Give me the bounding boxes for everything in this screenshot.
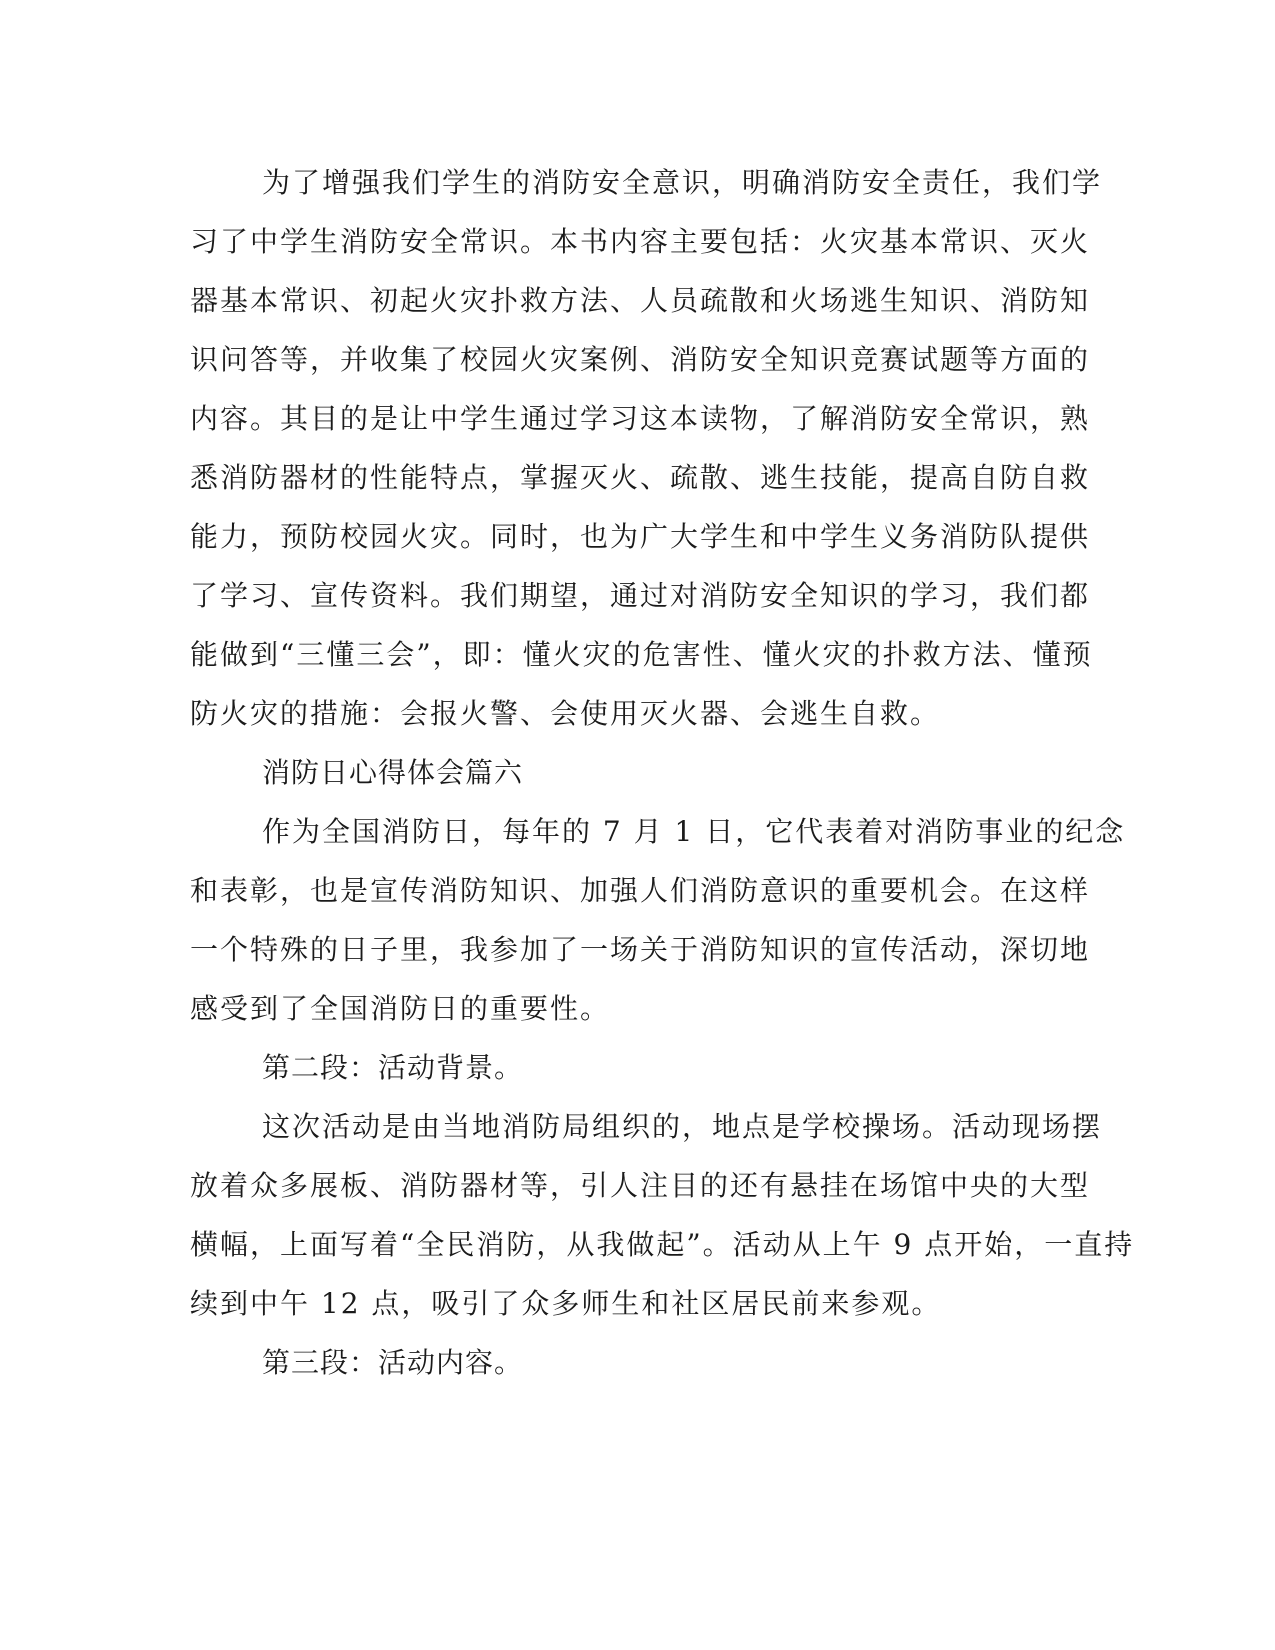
paragraph-line: 悉消防器材的性能特点，掌握灭火、疏散、逃生技能，提高自防自救 [190, 461, 1091, 494]
paragraph-line: 续到中午 12 点，吸引了众多师生和社区居民前来参观。 [190, 1287, 942, 1320]
paragraph-line: 感受到了全国消防日的重要性。 [190, 992, 611, 1025]
paragraph-line: 能做到“三懂三会”，即：懂火灾的危害性、懂火灾的扑救方法、懂预 [190, 638, 1093, 671]
section-heading: 第二段：活动背景。 [262, 1051, 524, 1084]
section-heading: 第三段：活动内容。 [262, 1346, 524, 1379]
paragraph-line: 为了增强我们学生的消防安全意识，明确消防安全责任，我们学 [262, 166, 1103, 199]
paragraph-line: 了学习、宣传资料。我们期望，通过对消防安全知识的学习，我们都 [190, 579, 1091, 612]
section-title: 消防日心得体会篇六 [262, 756, 524, 789]
paragraph-line: 这次活动是由当地消防局组织的，地点是学校操场。活动现场摆 [262, 1110, 1103, 1143]
paragraph-line: 作为全国消防日，每年的 7 月 1 日，它代表着对消防事业的纪念 [262, 815, 1126, 848]
paragraph-line: 横幅，上面写着“全民消防，从我做起”。活动从上午 9 点开始，一直持 [190, 1228, 1135, 1261]
paragraph-line: 一个特殊的日子里，我参加了一场关于消防知识的宣传活动，深切地 [190, 933, 1091, 966]
paragraph-line: 防火灾的措施：会报火警、会使用灭火器、会逃生自救。 [190, 697, 941, 730]
paragraph-line: 习了中学生消防安全常识。本书内容主要包括：火灾基本常识、灭火 [190, 225, 1091, 258]
paragraph-line: 能力，预防校园火灾。同时，也为广大学生和中学生义务消防队提供 [190, 520, 1091, 553]
paragraph-line: 和表彰，也是宣传消防知识、加强人们消防意识的重要机会。在这样 [190, 874, 1091, 907]
paragraph-line: 内容。其目的是让中学生通过学习这本读物，了解消防安全常识，熟 [190, 402, 1091, 435]
paragraph-line: 器基本常识、初起火灾扑救方法、人员疏散和火场逃生知识、消防知 [190, 284, 1091, 317]
paragraph-line: 识问答等，并收集了校园火灾案例、消防安全知识竞赛试题等方面的 [190, 343, 1091, 376]
paragraph-line: 放着众多展板、消防器材等，引人注目的还有悬挂在场馆中央的大型 [190, 1169, 1091, 1202]
